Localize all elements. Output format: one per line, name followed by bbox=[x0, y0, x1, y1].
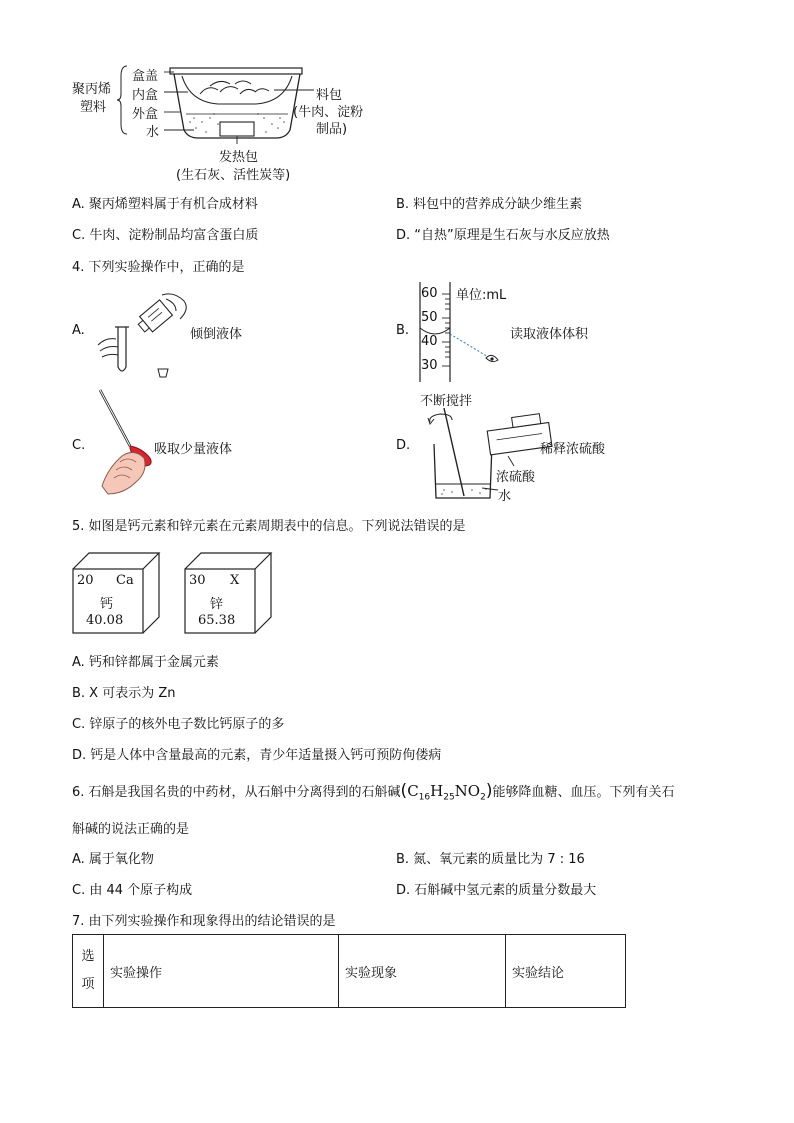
q4-option-a-letter[interactable]: A. bbox=[72, 323, 85, 338]
cylinder-tick-50: 50 bbox=[421, 310, 438, 325]
q6-stem-line1 bbox=[72, 781, 675, 803]
q3-option-b[interactable]: B. 料包中的营养成分缺少维生素 bbox=[396, 197, 583, 212]
q4-option-b-caption: 读取液体体积 bbox=[510, 327, 589, 342]
header-operation: 实验操作 bbox=[104, 935, 339, 1008]
zinc-symbol: X bbox=[230, 573, 240, 588]
concentrated-acid-label: 浓硫酸 bbox=[496, 470, 536, 485]
figure-label-inner-box: 内盒 bbox=[132, 88, 159, 103]
formula-h-sub: 25 bbox=[443, 792, 455, 803]
figure-label-food-pack-detail: (牛肉、淀粉 bbox=[293, 105, 364, 120]
q6-option-d[interactable]: D. 石斛碱中氢元素的质量分数最大 bbox=[396, 883, 597, 898]
water-label: 水 bbox=[498, 489, 512, 504]
q6-option-c[interactable]: C. 由 44 个原子构成 bbox=[72, 883, 193, 898]
calcium-atomic-number: 20 bbox=[77, 573, 94, 588]
formula-close-paren: ) bbox=[485, 781, 493, 801]
calcium-mass: 40.08 bbox=[86, 613, 124, 628]
zinc-atomic-number: 30 bbox=[189, 573, 206, 588]
q5-option-a[interactable]: A. 钙和锌都属于金属元素 bbox=[72, 655, 219, 670]
figure-label-heating-pack: 发热包 bbox=[219, 150, 259, 165]
figure-label-group-line1: 聚丙烯 bbox=[72, 82, 112, 97]
q5-option-c[interactable]: C. 锌原子的核外电子数比钙原子的多 bbox=[72, 717, 285, 732]
header-option-line1: 选 bbox=[81, 949, 95, 964]
pouring-liquid-illustration bbox=[92, 285, 202, 385]
q5-option-d[interactable]: D. 钙是人体中含量最高的元素，青少年适量摄入钙可预防佝偻病 bbox=[72, 748, 442, 763]
q6-stem-after: 能够降血糖、血压。下列有关石 bbox=[492, 785, 675, 800]
stir-label: 不断搅拌 bbox=[420, 394, 473, 409]
figure-label-food-pack: 料包 bbox=[316, 88, 343, 103]
q4-option-a-caption: 倾倒液体 bbox=[190, 327, 243, 342]
formula-o-sub: 2 bbox=[480, 792, 486, 803]
q5-stem: 5. 如图是钙元素和锌元素在元素周期表中的信息。下列说法错误的是 bbox=[72, 519, 466, 534]
figure-brace bbox=[117, 64, 129, 136]
header-option bbox=[73, 935, 104, 1008]
zinc-mass: 65.38 bbox=[198, 613, 236, 628]
header-conclusion: 实验结论 bbox=[506, 935, 626, 1008]
q4-option-b-letter[interactable]: B. bbox=[396, 323, 410, 338]
q6-stem-before: 6. 石斛是我国名贵的中药材，从石斛中分离得到的石斛碱 bbox=[72, 785, 401, 800]
q7-experiment-table bbox=[72, 934, 626, 1008]
cylinder-unit-label: 单位:mL bbox=[456, 288, 507, 303]
formula-h: H bbox=[430, 782, 444, 800]
figure-label-heating-pack-detail: (生石灰、活性炭等) bbox=[176, 168, 291, 183]
header-phenomenon: 实验现象 bbox=[339, 935, 506, 1008]
q4-option-d-caption: 稀释浓硫酸 bbox=[540, 442, 606, 457]
calcium-name: 钙 bbox=[100, 597, 114, 612]
q4-option-d-letter[interactable]: D. bbox=[396, 438, 411, 453]
q3-option-a[interactable]: A. 聚丙烯塑料属于有机合成材料 bbox=[72, 197, 258, 212]
formula-no: NO bbox=[454, 782, 481, 800]
formula-c-sub: 16 bbox=[418, 792, 431, 803]
q6-option-b[interactable]: B. 氮、氧元素的质量比为 7 : 16 bbox=[396, 852, 585, 867]
figure-label-food-pack-detail2: 制品) bbox=[316, 122, 348, 137]
zinc-name: 锌 bbox=[210, 597, 224, 612]
q4-option-c-letter[interactable]: C. bbox=[72, 438, 86, 453]
q4-option-c-caption: 吸取少量液体 bbox=[154, 442, 233, 457]
header-option-line2: 项 bbox=[81, 977, 95, 992]
q3-option-c[interactable]: C. 牛肉、淀粉制品均富含蛋白质 bbox=[72, 228, 259, 243]
q5-option-b[interactable]: B. X 可表示为 Zn bbox=[72, 686, 176, 701]
calcium-symbol: Ca bbox=[116, 573, 134, 588]
q6-stem-line2: 斛碱的说法正确的是 bbox=[72, 822, 190, 837]
cylinder-tick-60: 60 bbox=[421, 286, 438, 301]
q7-stem: 7. 由下列实验操作和现象得出的结论错误的是 bbox=[72, 914, 336, 929]
cylinder-tick-30: 30 bbox=[421, 358, 438, 373]
figure-label-group-line2: 塑料 bbox=[80, 100, 107, 115]
cylinder-tick-40: 40 bbox=[421, 334, 438, 349]
figure-label-outer-box: 外盒 bbox=[132, 107, 159, 122]
table-row bbox=[73, 935, 626, 1008]
figure-label-water: 水 bbox=[146, 125, 160, 140]
q6-option-a[interactable]: A. 属于氧化物 bbox=[72, 852, 154, 867]
formula-c: C bbox=[407, 782, 419, 800]
formula-open-paren: ( bbox=[400, 781, 408, 801]
q4-stem: 4. 下列实验操作中，正确的是 bbox=[72, 260, 245, 275]
figure-label-lid: 盒盖 bbox=[132, 69, 159, 84]
q3-option-d[interactable]: D. “自热”原理是生石灰与水反应放热 bbox=[396, 228, 610, 243]
